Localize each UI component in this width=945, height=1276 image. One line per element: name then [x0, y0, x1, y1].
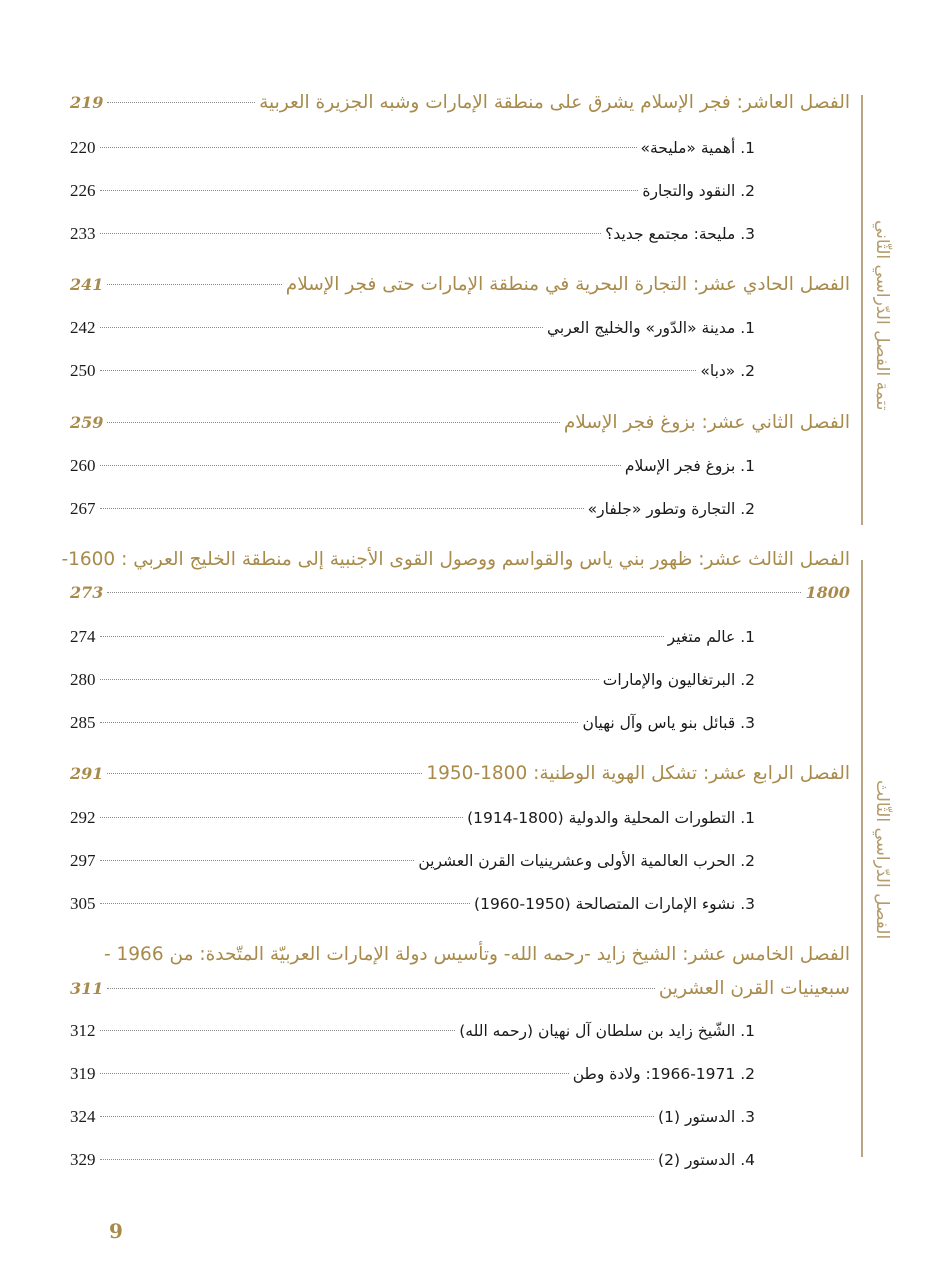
leader-dots: [100, 1073, 569, 1074]
item-title: 3. نشوء الإمارات المتصالحة (1950-1960): [474, 895, 755, 913]
leader-dots: [100, 860, 415, 861]
item-title: 1. أهمية «مليحة»: [640, 139, 755, 157]
chapter-page: 241: [70, 275, 104, 294]
chapter-page: 291: [70, 764, 104, 783]
toc-item[interactable]: [70, 808, 755, 828]
toc-item[interactable]: [70, 1150, 755, 1170]
leader-dots: [107, 102, 255, 103]
leader-dots: [100, 817, 464, 818]
toc-item[interactable]: [70, 1021, 755, 1041]
chapter-page: 273: [70, 583, 104, 602]
item-title: 2. «دبا»: [700, 362, 755, 380]
item-page: 329: [70, 1150, 96, 1169]
item-page: 233: [70, 224, 96, 243]
item-title: 3. الدستور (1): [658, 1108, 755, 1126]
chapter-15-title-line1[interactable]: الفصل الخامس عشر: الشيخ زايد -رحمه الله- وتأسيس دولة الإمارات العربيّة المتّحدة: من 1966 -: [103, 944, 850, 965]
leader-dots: [100, 903, 471, 904]
item-title: 2. الحرب العالمية الأولى وعشرينيات القرن العشرين: [418, 852, 755, 870]
chapter-page: 259: [70, 413, 104, 432]
item-page: 285: [70, 713, 96, 732]
toc-chapter-15[interactable]: [70, 978, 850, 999]
toc-item[interactable]: [70, 1107, 755, 1127]
item-page: 226: [70, 181, 96, 200]
leader-dots: [100, 636, 664, 637]
leader-dots: [100, 190, 639, 191]
leader-dots: [100, 1159, 655, 1160]
item-title: 2. النقود والتجارة: [642, 182, 755, 200]
item-title: 2. التجارة وتطور «جلفار»: [587, 500, 755, 518]
item-page: 267: [70, 499, 96, 518]
leader-dots: [100, 233, 602, 234]
chapter-title-line2: سبعينيات القرن العشرين: [658, 978, 850, 999]
toc-item[interactable]: [70, 851, 755, 871]
toc-item[interactable]: [70, 361, 755, 381]
leader-dots: [100, 722, 579, 723]
leader-dots: [100, 508, 584, 509]
item-title: 1. التطورات المحلية والدولية (1800-1914): [467, 809, 755, 827]
toc-item[interactable]: [70, 138, 755, 158]
chapter-title: الفصل الحادي عشر: التجارة البحرية في منطقة الإمارات حتى فجر الإسلام: [285, 274, 850, 295]
item-title: 2. 1966-1971: ولادة وطن: [572, 1065, 755, 1083]
chapter-title: الفصل الثاني عشر: بزوغ فجر الإسلام: [563, 412, 850, 433]
item-page: 292: [70, 808, 96, 827]
item-title: 1. مدينة «الدّور» والخليج العربي: [547, 319, 755, 337]
page-number: 9: [109, 1219, 123, 1243]
sidebar-divider-bottom: [861, 560, 863, 1157]
toc-chapter-11[interactable]: [70, 274, 850, 295]
toc-chapter-13[interactable]: [70, 583, 850, 602]
leader-dots: [100, 1116, 655, 1117]
leader-dots: [107, 422, 559, 423]
chapter-page: 219: [70, 93, 104, 112]
chapter-title: الفصل العاشر: فجر الإسلام يشرق على منطقة الإمارات وشبه الجزيرة العربية: [259, 92, 850, 113]
item-title: 1. الشّيخ زايد بن سلطان آل نهيان (رحمه الله): [459, 1022, 755, 1040]
chapter-13-title-line1[interactable]: الفصل الثالث عشر: ظهور بني ياس والقواسم ووصول القوى الأجنبية إلى منطقة الخليج العربي : 1600-: [61, 549, 850, 570]
toc-chapter-12[interactable]: [70, 412, 850, 433]
toc-chapter-10[interactable]: [70, 92, 850, 113]
leader-dots: [100, 370, 697, 371]
leader-dots: [100, 465, 621, 466]
leader-dots: [100, 327, 544, 328]
item-title: 3. قبائل بنو ياس وآل نهيان: [582, 714, 755, 732]
item-page: 250: [70, 361, 96, 380]
item-page: 220: [70, 138, 96, 157]
toc-item[interactable]: [70, 318, 755, 338]
leader-dots: [100, 1030, 456, 1031]
toc-item[interactable]: [70, 1064, 755, 1084]
item-page: 305: [70, 894, 96, 913]
chapter-title: الفصل الرابع عشر: تشكل الهوية الوطنية: 1800-1950: [426, 763, 850, 784]
part-label-third-term: الفصل الدّراسي الثّالث: [872, 780, 892, 940]
item-page: 260: [70, 456, 96, 475]
toc-item[interactable]: [70, 713, 755, 733]
chapter-title-line2: 1800: [805, 583, 850, 602]
leader-dots: [107, 284, 281, 285]
leader-dots: [107, 773, 422, 774]
item-title: 4. الدستور (2): [658, 1151, 755, 1169]
item-title: 2. البرتغاليون والإمارات: [602, 671, 755, 689]
item-page: 274: [70, 627, 96, 646]
toc-item[interactable]: [70, 627, 755, 647]
leader-dots: [107, 988, 654, 989]
item-page: 319: [70, 1064, 96, 1083]
toc-item[interactable]: [70, 499, 755, 519]
leader-dots: [100, 679, 599, 680]
item-page: 312: [70, 1021, 96, 1040]
item-page: 297: [70, 851, 96, 870]
item-title: 1. بزوغ فجر الإسلام: [624, 457, 755, 475]
chapter-page: 311: [70, 979, 104, 998]
part-label-continued-second-term: تتمة الفصل الدّراسي الثّاني: [872, 220, 892, 411]
item-page: 242: [70, 318, 96, 337]
toc-item[interactable]: [70, 224, 755, 244]
toc-item[interactable]: [70, 670, 755, 690]
leader-dots: [100, 147, 637, 148]
leader-dots: [107, 592, 801, 593]
item-title: 1. عالم متغير: [667, 628, 755, 646]
item-page: 280: [70, 670, 96, 689]
toc-chapter-14[interactable]: [70, 763, 850, 784]
toc-item[interactable]: [70, 894, 755, 914]
item-page: 324: [70, 1107, 96, 1126]
toc-item[interactable]: [70, 456, 755, 476]
sidebar-divider-top: [861, 95, 863, 525]
item-title: 3. مليحة: مجتمع جديد؟: [605, 225, 755, 243]
toc-item[interactable]: [70, 181, 755, 201]
